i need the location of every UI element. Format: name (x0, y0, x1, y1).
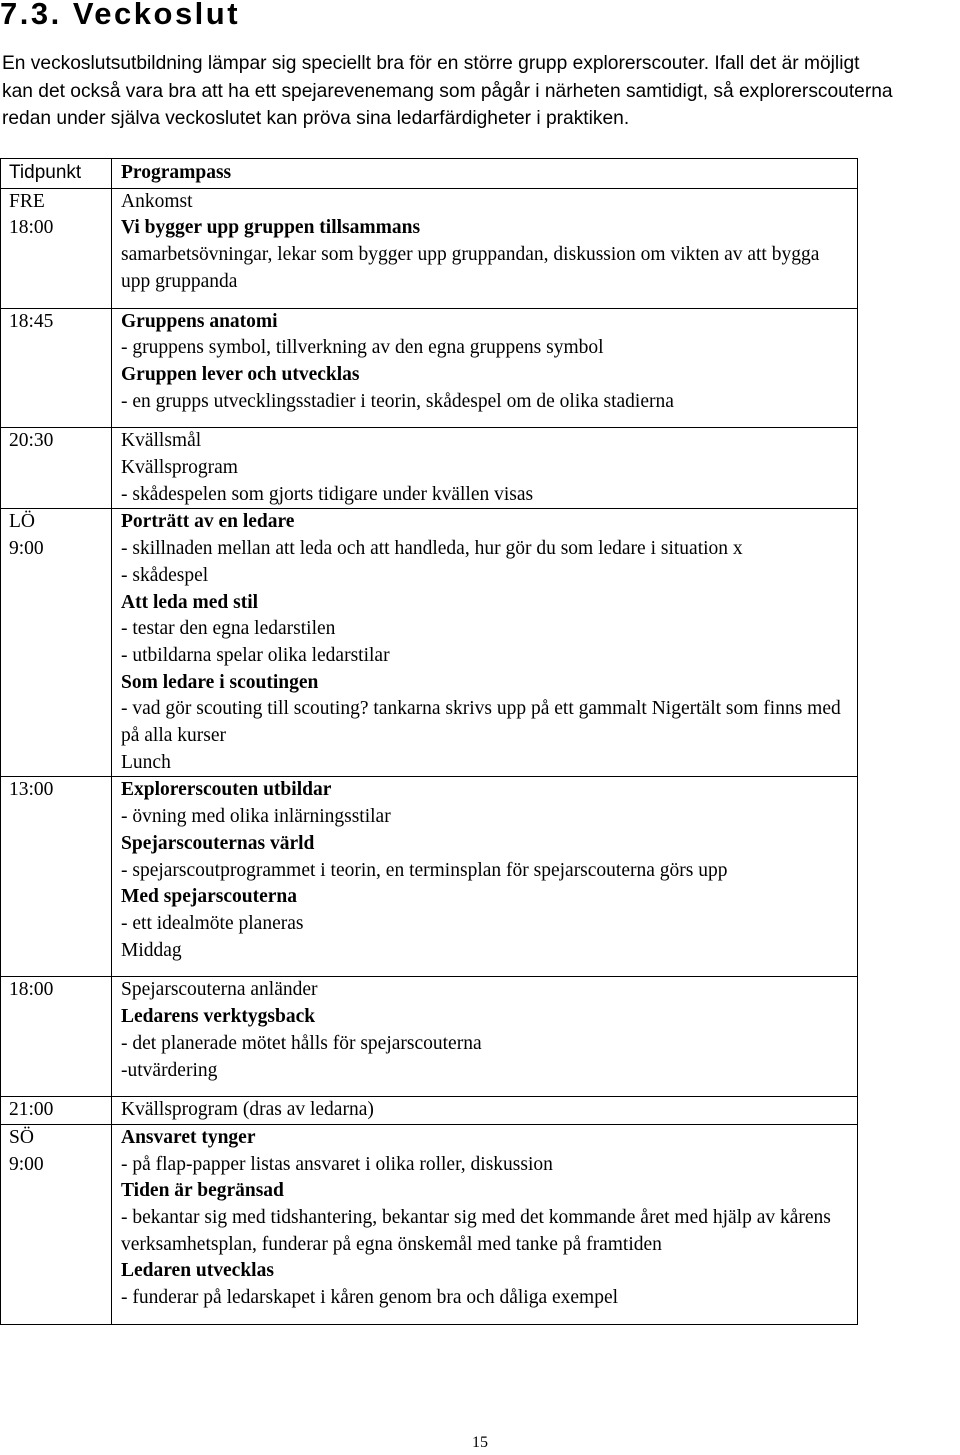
schedule-table (0, 158, 858, 1325)
schedule-time: 9:00 (9, 538, 44, 560)
schedule-program-cell (112, 777, 858, 977)
schedule-time: 9:00 (9, 1153, 44, 1175)
session-text: - en grupps utvecklingsstadier i teorin, skådespel om de olika stadierna (121, 390, 674, 412)
intro-line: redan under själva veckoslutet kan pröva sina ledarfärdigheter i praktiken. (2, 108, 630, 130)
session-text: Kvällsmål (121, 430, 202, 452)
schedule-time: FRE (9, 190, 45, 212)
schedule-time: SÖ (9, 1126, 34, 1148)
schedule-program-cell (112, 1124, 858, 1324)
session-text: - testar den egna ledarstilen (121, 618, 336, 640)
schedule-row (1, 188, 858, 308)
schedule-program-cell (112, 428, 858, 509)
header-time: Tidpunkt (1, 159, 112, 189)
intro-paragraph (2, 50, 960, 133)
schedule-time-cell (1, 509, 112, 777)
schedule-time-cell (1, 977, 112, 1097)
section-heading: 7.3. Veckoslut (0, 0, 241, 31)
session-text: - övning med olika inlärningsstilar (121, 806, 391, 828)
session-text: - utbildarna spelar olika ledarstilar (121, 644, 390, 666)
session-text: samarbetsövningar, lekar som bygger upp gruppandan, diskussion om vikten av att bygga upp gruppanda (121, 244, 820, 292)
schedule-time: 18:00 (9, 979, 54, 1001)
session-text: - skådespel (121, 564, 209, 586)
schedule-header-row (1, 159, 858, 189)
schedule-time: 20:30 (9, 430, 54, 452)
schedule-program-cell (112, 509, 858, 777)
session-title: Gruppen lever och utvecklas (121, 363, 360, 385)
session-text: - skådespelen som gjorts tidigare under kvällen visas (121, 483, 534, 505)
schedule-time: 13:00 (9, 779, 54, 801)
session-text: Kvällsprogram (121, 457, 238, 479)
schedule-time: 18:00 (9, 217, 54, 239)
schedule-row (1, 428, 858, 509)
session-text: Lunch (121, 751, 171, 773)
session-text: - skillnaden mellan att leda och att handleda, hur gör du som ledare i situation x (121, 538, 743, 560)
session-text: Kvällsprogram (dras av ledarna) (121, 1099, 374, 1121)
session-text: -utvärdering (121, 1059, 218, 1081)
schedule-row (1, 509, 858, 777)
intro-line: kan det också vara bra att ha ett spejarevenemang som pågår i närheten samtidigt, så explorerscouterna (2, 80, 893, 102)
schedule-time-cell (1, 777, 112, 977)
session-text: Middag (121, 939, 182, 961)
session-text: - på flap-papper listas ansvaret i olika roller, diskussion (121, 1153, 553, 1175)
session-title: Gruppens anatomi (121, 310, 278, 332)
session-text: - ett idealmöte planeras (121, 912, 304, 934)
session-text: - bekantar sig med tidshantering, bekantar sig med det kommande året med hjälp av kårens verksamhetsplan, funderar på egna önskemål med tanke på framtiden (121, 1207, 831, 1255)
session-title: Som ledare i scoutingen (121, 671, 319, 693)
session-title: Explorerscouten utbildar (121, 779, 332, 801)
session-text: - vad gör scouting till scouting? tankarna skrivs upp på ett gammalt Nigertält som finns med på alla kurser (121, 698, 841, 747)
schedule-time-cell (1, 428, 112, 509)
session-text: Ankomst (121, 190, 193, 212)
schedule-time: 18:45 (9, 310, 54, 332)
session-title: Med spejarscouterna (121, 886, 298, 908)
session-title: Ansvaret tynger (121, 1126, 256, 1148)
intro-line: En veckoslutsutbildning lämpar sig speciellt bra för en större grupp explorerscouter. Ifall det är möjligt (2, 53, 860, 74)
schedule-time-cell (1, 1124, 112, 1324)
schedule-program-cell (112, 188, 858, 308)
schedule-row (1, 1124, 858, 1324)
page-number: 15 (472, 1434, 488, 1451)
schedule-time: 21:00 (9, 1099, 54, 1121)
session-title: Vi bygger upp gruppen tillsammans (121, 217, 421, 239)
session-text: - funderar på ledarskapet i kåren genom bra och dåliga exempel (121, 1287, 619, 1309)
session-text: Spejarscouterna anländer (121, 979, 318, 1001)
session-text: - spejarscoutprogrammet i teorin, en terminsplan för spejarscouterna görs upp (121, 859, 728, 881)
session-text: - gruppens symbol, tillverkning av den egna gruppens symbol (121, 337, 604, 359)
schedule-time-cell (1, 188, 112, 308)
schedule-time-cell (1, 1097, 112, 1125)
header-program: Programpass (112, 159, 858, 189)
schedule-row (1, 1097, 858, 1125)
session-title: Ledaren utvecklas (121, 1260, 274, 1282)
schedule-time-cell (1, 308, 112, 428)
session-text: - det planerade mötet hålls för spejarscouterna (121, 1032, 482, 1054)
schedule-row (1, 308, 858, 428)
schedule-row (1, 777, 858, 977)
session-title: Spejarscouternas värld (121, 832, 315, 854)
session-title: Att leda med stil (121, 591, 259, 613)
session-title: Tiden är begränsad (121, 1180, 284, 1202)
schedule-program-cell (112, 1097, 858, 1125)
session-title: Porträtt av en ledare (121, 511, 295, 533)
session-title: Ledarens verktygsback (121, 1006, 316, 1028)
schedule-program-cell (112, 977, 858, 1097)
schedule-program-cell (112, 308, 858, 428)
schedule-row (1, 977, 858, 1097)
schedule-time: LÖ (9, 511, 35, 533)
